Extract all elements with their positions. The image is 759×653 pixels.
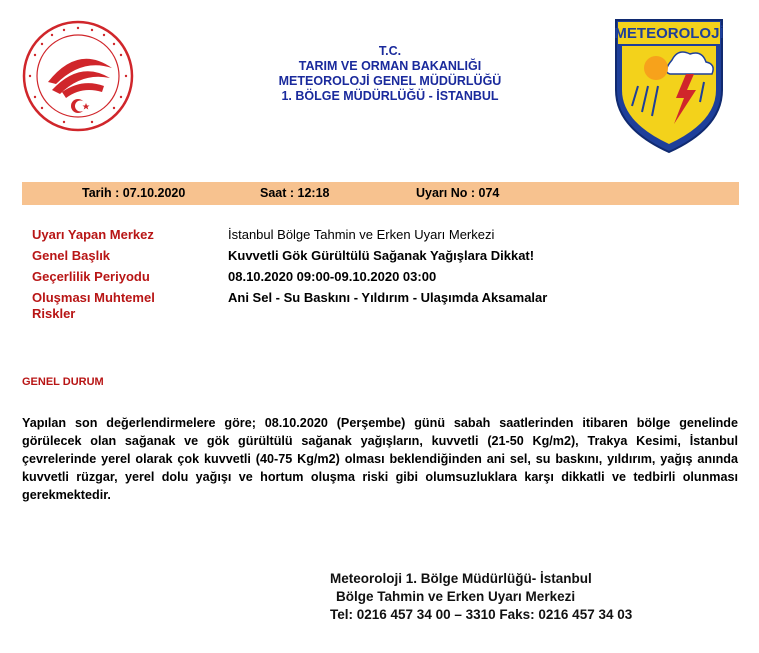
detail-value: Kuvvetli Gök Gürültülü Sağanak Yağışlara Dikkat! [228,248,535,263]
detail-value: İstanbul Bölge Tahmin ve Erken Uyarı Merkezi [228,227,495,242]
detail-label: Genel Başlık [32,248,111,263]
ministry-header [230,44,550,104]
detail-value: Ani Sel - Su Baskını - Yıldırım - Ulaşımda Aksamalar [228,290,548,305]
contact-footer [330,570,632,624]
detail-row [32,227,732,243]
detail-label: Oluşması Muhtemel Riskler [32,290,155,321]
warning-info-band [22,182,739,205]
ministry-seal-logo [22,20,134,132]
detail-row [32,290,732,322]
shield-title: METEOROLOJİ [614,25,724,42]
warning-time: Saat : 12:18 [260,186,330,200]
header-line-tc: T.C. [378,44,402,58]
detail-label: Geçerlilik Periyodu [32,269,150,284]
detail-row [32,269,732,285]
warning-number: Uyarı No : 074 [416,186,500,200]
section-body: Yapılan son değerlendirmelere göre; 08.10.2020 (Perşembe) günü sabah saatlerinden itibaren bölge genelinde görülecek olan sağanak ve gök gürültülü sağanak yağışların, kuvvetli (21-50 Kg/m2), Trakya Kesimi, İstanbul çevrelerinde yerel olarak çok kuvvetli (40-75 Kg/m2) olması beklendiğinden ani sel, su baskını, yıldırım, yağış anında kuvvetli rüzgar, yerel dolu yağışı ve hortum oluşma riski gibi olumsuzluklara karşı dikkatli ve tedbirli olunması gerekmektedir. [22,416,738,502]
footer-line-center: Bölge Tahmin ve Erken Uyarı Merkezi [336,589,576,604]
header-line-directorate: METEOROLOJİ GENEL MÜDÜRLÜĞÜ [278,74,502,88]
footer-line-phone: Tel: 0216 457 34 00 – 3310 Faks: 0216 457 34 03 [330,607,633,622]
warning-details [32,227,732,327]
section-title: GENEL DURUM [22,376,104,388]
header-line-ministry: TARIM VE ORMAN BAKANLIĞI [298,59,482,73]
detail-value: 08.10.2020 09:00-09.10.2020 03:00 [228,269,437,284]
detail-row [32,248,732,264]
detail-label: Uyarı Yapan Merkez [32,227,154,242]
meteoroloji-shield-logo [612,16,726,154]
warning-date: Tarih : 07.10.2020 [82,186,186,200]
header-line-region: 1. BÖLGE MÜDÜRLÜĞÜ - İSTANBUL [281,89,499,103]
footer-line-directorate: Meteoroloji 1. Bölge Müdürlüğü- İstanbul [330,571,592,586]
